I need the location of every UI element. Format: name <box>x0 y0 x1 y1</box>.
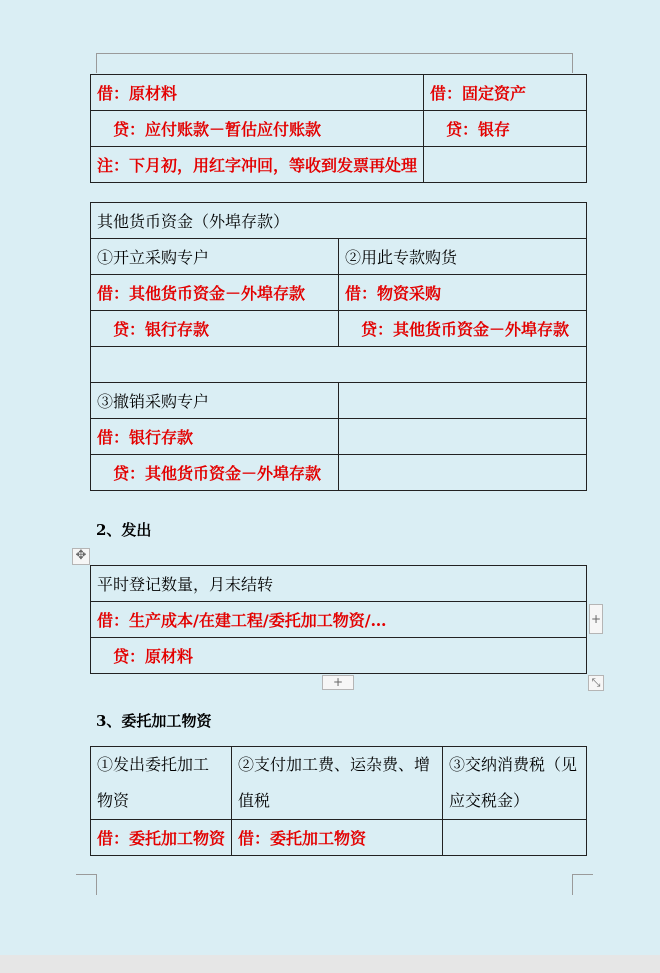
cell-credit-payables[interactable]: 贷：应付账款－暂估应付账款 <box>91 111 424 147</box>
add-column-button[interactable] <box>589 604 603 634</box>
cell-empty[interactable] <box>339 455 587 491</box>
cell-open-debit[interactable]: 借：其他货币资金－外埠存款 <box>91 275 339 311</box>
cell-use-debit[interactable]: 借：物资采购 <box>339 275 587 311</box>
cell-pay-processing-fees-line2: 值税 <box>238 791 271 810</box>
cell-use-funds-header[interactable]: ②用此专款购货 <box>339 239 587 275</box>
page-corner-bottom-left <box>76 874 97 895</box>
cell-empty[interactable] <box>339 419 587 455</box>
resize-icon[interactable]: ⤡ <box>588 675 604 691</box>
cell-use-credit[interactable]: 贷：其他货币资金－外埠存款 <box>339 311 587 347</box>
cell-pay-consumption-tax[interactable] <box>443 747 587 820</box>
plus-icon: + <box>332 675 344 689</box>
cell-issue-note[interactable]: 平时登记数量，月末结转 <box>91 566 587 602</box>
cell-ship-materials[interactable] <box>91 747 232 820</box>
section-heading-issue: 2、发出 <box>96 521 152 539</box>
cell-empty[interactable] <box>339 383 587 419</box>
status-strip <box>0 955 660 973</box>
add-row-button[interactable] <box>322 675 354 690</box>
cell-title[interactable]: 其他货币资金（外埠存款） <box>91 203 587 239</box>
table-accrual-entries <box>90 74 587 183</box>
cell-pay-consumption-tax-line1: ③交纳消费税（见 <box>449 755 578 774</box>
cell-open-credit[interactable]: 贷：银行存款 <box>91 311 339 347</box>
cell-credit-bank[interactable]: 贷：银存 <box>424 111 587 147</box>
cell-issue-credit[interactable]: 贷：原材料 <box>91 638 587 674</box>
cell-issue-debit[interactable]: 借：生产成本/在建工程/委托加工物资/… <box>91 602 587 638</box>
cell-ship-debit[interactable]: 借：委托加工物资 <box>91 820 232 856</box>
cell-debit-raw-materials[interactable]: 借：原材料 <box>91 75 424 111</box>
move-icon[interactable]: ✥ <box>72 548 90 565</box>
table-issue <box>90 565 587 674</box>
page-corner-top-right <box>572 53 573 73</box>
cell-note[interactable]: 注：下月初，用红字冲回，等收到发票再处理 <box>91 147 424 183</box>
page-corner-top-left <box>96 53 97 73</box>
table-outsourced-processing <box>90 746 587 856</box>
cell-ship-materials-line2: 物资 <box>97 791 130 810</box>
cell-pay-processing-fees[interactable] <box>232 747 443 820</box>
cell-cancel-credit[interactable]: 贷：其他货币资金－外埠存款 <box>91 455 339 491</box>
cell-debit-fixed-assets[interactable]: 借：固定资产 <box>424 75 587 111</box>
cell-cancel-header[interactable]: ③撤销采购专户 <box>91 383 339 419</box>
section-heading-outsourced-processing: 3、委托加工物资 <box>96 712 212 730</box>
cell-empty[interactable] <box>443 820 587 856</box>
plus-icon: + <box>590 612 602 626</box>
cell-ship-materials-line1: ①发出委托加工 <box>97 755 210 774</box>
cell-fees-debit[interactable]: 借：委托加工物资 <box>232 820 443 856</box>
cell-open-account-header[interactable]: ①开立采购专户 <box>91 239 339 275</box>
page-header-line <box>96 53 572 54</box>
page-corner-bottom-right <box>572 874 593 895</box>
cell-pay-consumption-tax-line2: 应交税金） <box>449 791 530 810</box>
cell-cancel-debit[interactable]: 借：银行存款 <box>91 419 339 455</box>
cell-empty-row[interactable] <box>91 347 587 383</box>
cell-pay-processing-fees-line1: ②支付加工费、运杂费、增 <box>238 755 431 774</box>
cell-empty[interactable] <box>424 147 587 183</box>
table-other-monetary-funds <box>90 202 587 491</box>
